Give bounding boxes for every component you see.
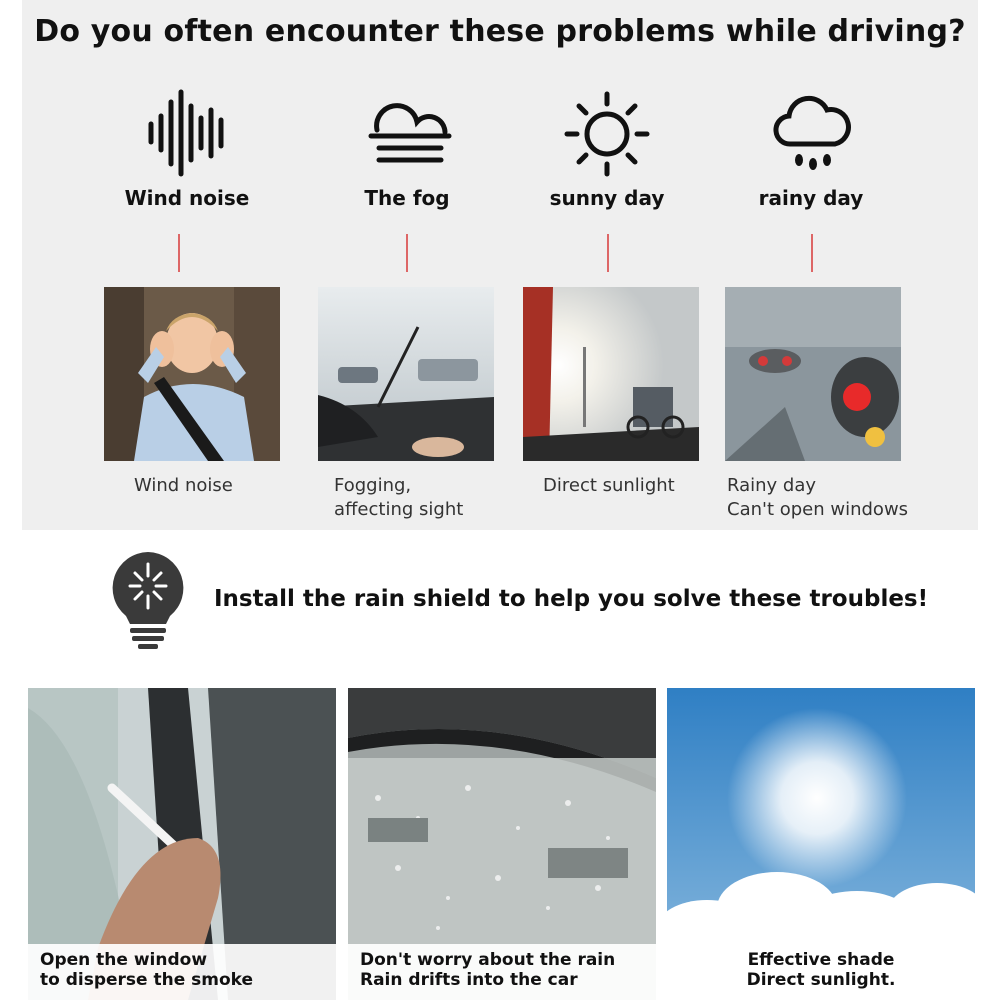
problem-label: Wind noise xyxy=(124,186,250,210)
caption-line: Fogging, xyxy=(334,475,412,496)
connector-line xyxy=(406,234,408,272)
solution-caption xyxy=(348,944,656,1000)
solution-card-rain xyxy=(348,688,656,1000)
sound-wave-icon xyxy=(137,88,237,178)
photo-caption xyxy=(334,474,463,522)
problem-fog xyxy=(312,88,502,210)
photo-caption xyxy=(134,474,233,498)
tip-text: Install the rain shield to help you solve these troubles! xyxy=(214,586,929,612)
solution-card-smoke xyxy=(28,688,336,1000)
photo-sunlight xyxy=(523,287,699,461)
caption-line: Don't worry about the rain xyxy=(360,950,616,970)
caption-line: Effective shade xyxy=(747,950,895,970)
problem-label: The fog xyxy=(364,186,450,210)
photo-wind-noise xyxy=(104,287,280,461)
caption-line: Rain drifts into the car xyxy=(360,970,578,990)
solution-caption xyxy=(667,944,975,1000)
fog-icon xyxy=(357,88,457,178)
connector-line xyxy=(178,234,180,272)
photo-fog xyxy=(318,287,494,461)
photo-caption xyxy=(727,474,908,522)
headline: Do you often encounter these problems while driving? xyxy=(34,14,966,49)
connector-line xyxy=(607,234,609,272)
problem-label: sunny day xyxy=(549,186,665,210)
tip-row xyxy=(0,550,1000,660)
caption-line: affecting sight xyxy=(334,499,464,520)
problem-rainy xyxy=(716,88,906,210)
sun-icon xyxy=(557,88,657,178)
caption-line: Can't open windows xyxy=(727,499,909,520)
caption-line: Rainy day xyxy=(727,475,817,496)
caption-line: Direct sunlight xyxy=(543,475,675,496)
problem-wind-noise xyxy=(92,88,282,210)
caption-line: Open the window xyxy=(40,950,208,970)
problem-sunny xyxy=(512,88,702,210)
rain-cloud-icon xyxy=(761,88,861,178)
problem-label: rainy day xyxy=(758,186,864,210)
connector-line xyxy=(811,234,813,272)
photo-rainy xyxy=(725,287,901,461)
caption-line: Direct sunlight. xyxy=(746,970,896,990)
lightbulb-icon xyxy=(108,550,188,650)
solution-caption xyxy=(28,944,336,1000)
solution-card-shade xyxy=(667,688,975,1000)
caption-line: to disperse the smoke xyxy=(40,970,254,990)
photo-caption xyxy=(543,474,675,498)
caption-line: Wind noise xyxy=(134,475,233,496)
